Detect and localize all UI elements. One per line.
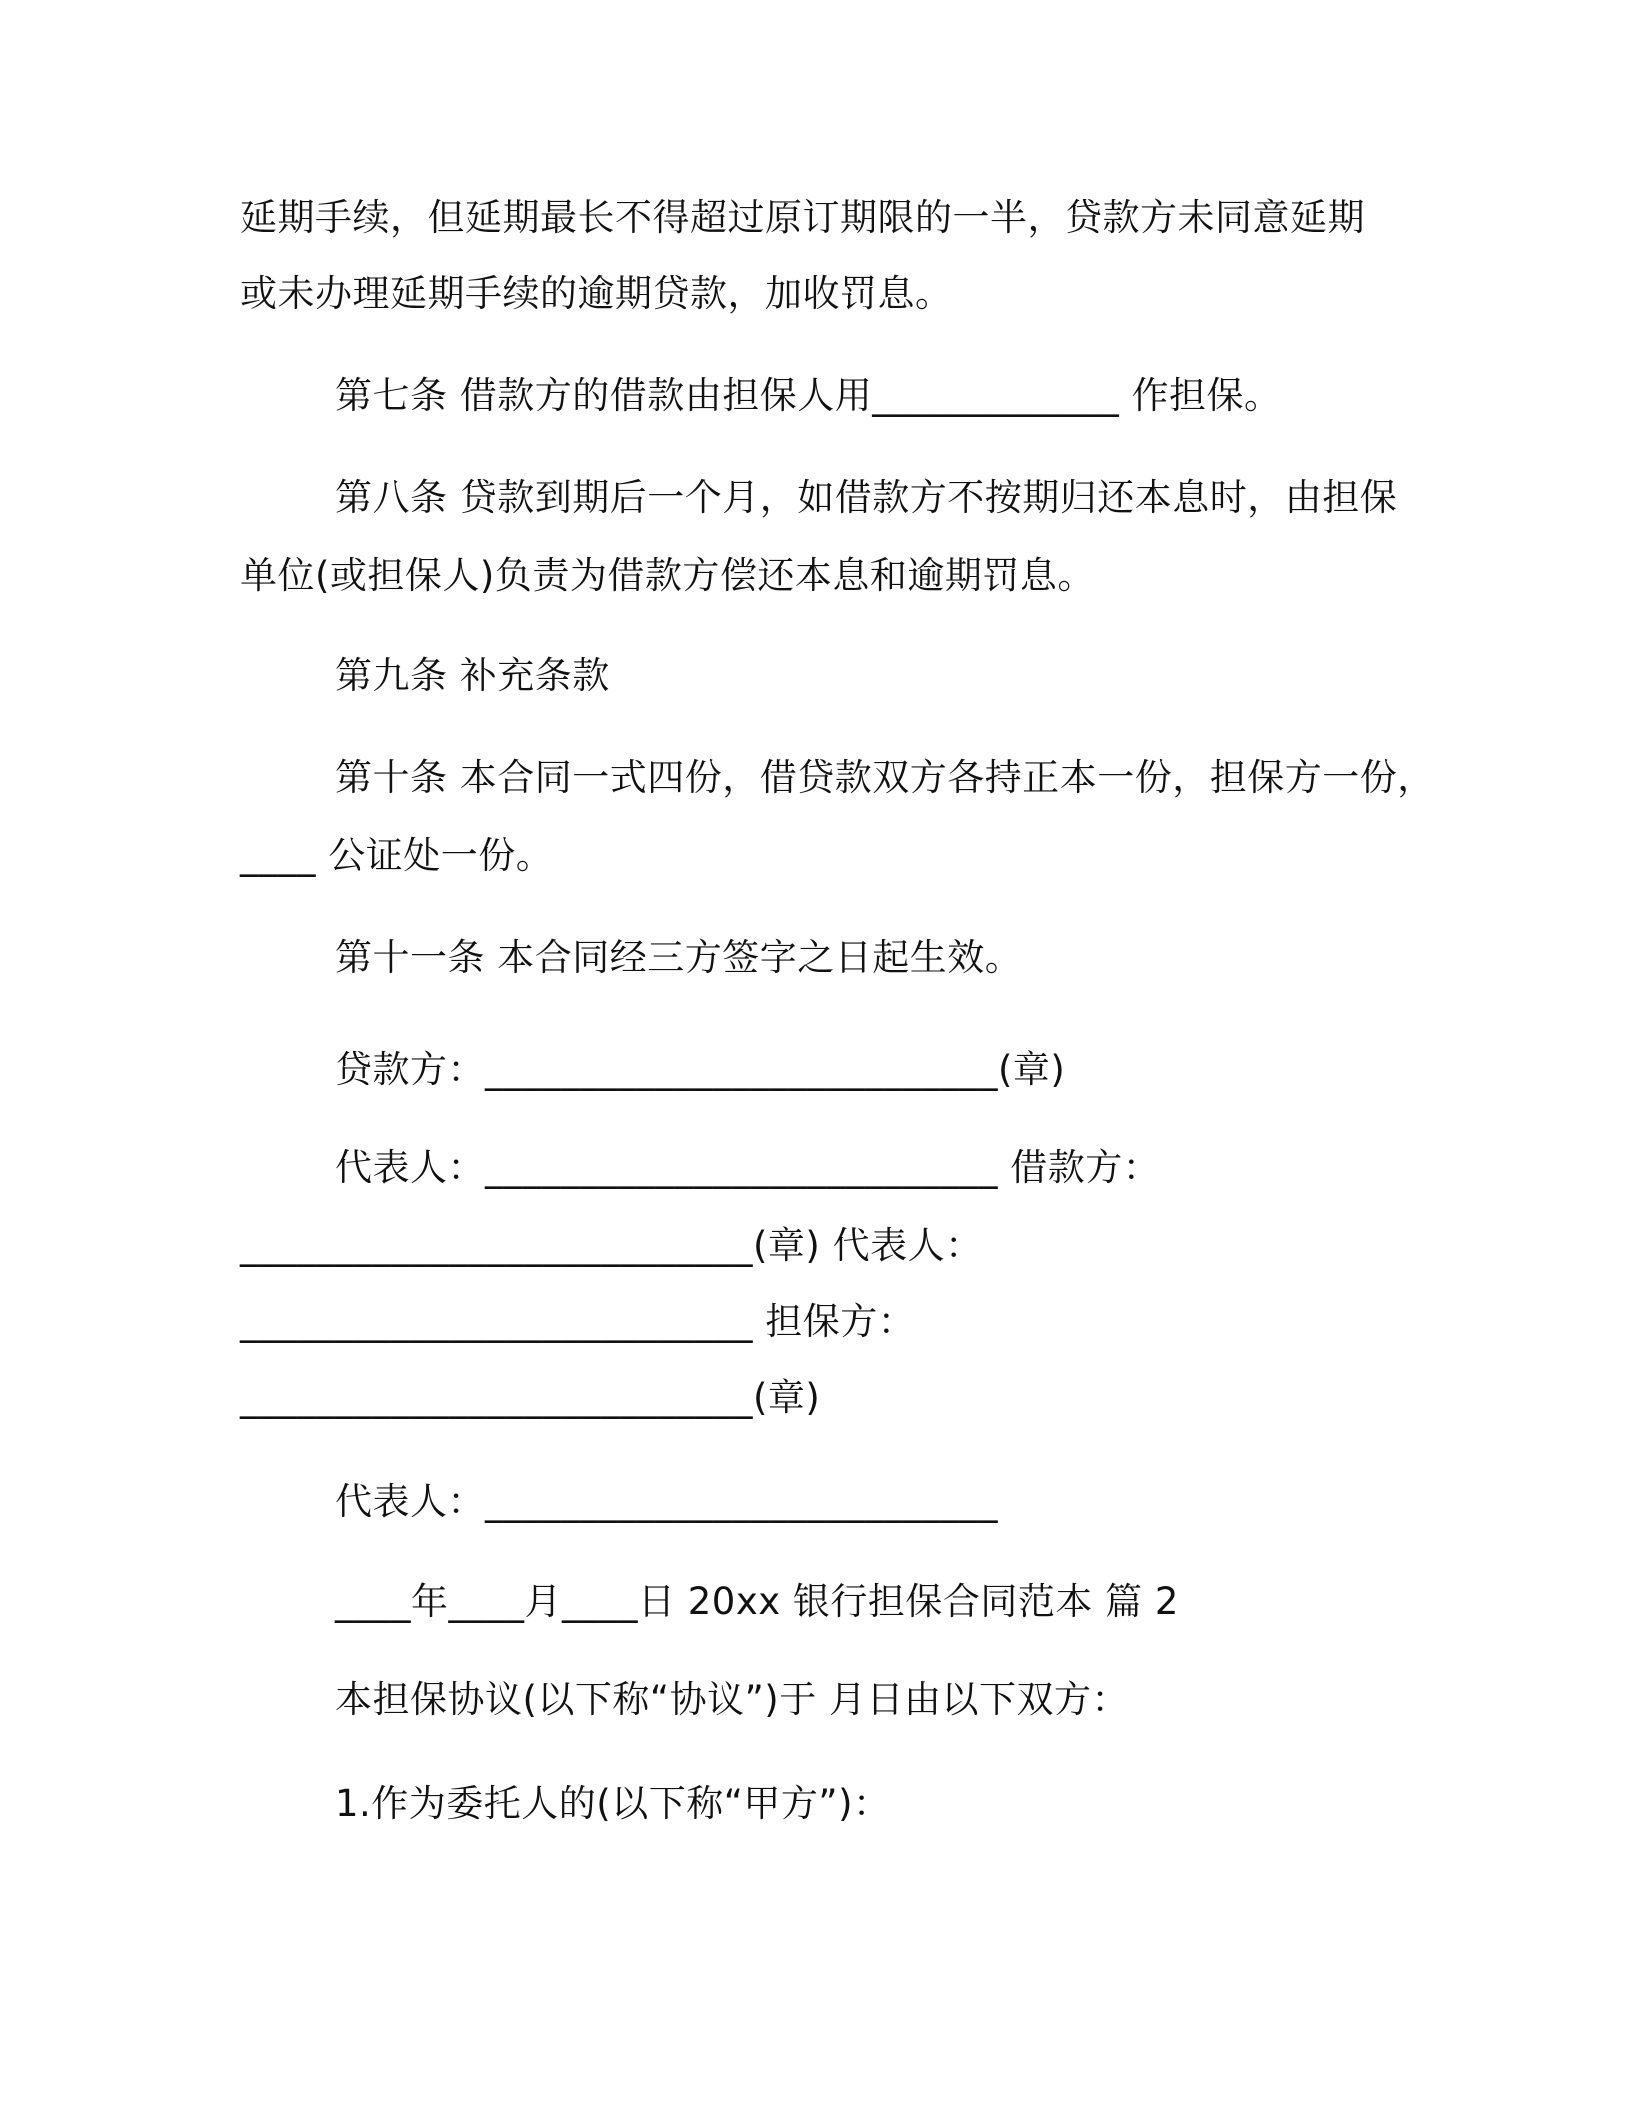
article-7-line: 第七条 借款方的借款由担保人用_____________ 作担保。: [335, 374, 1282, 417]
paragraph-line: 延期手续，但延期最长不得超过原订期限的一半，贷款方未同意延期: [240, 196, 1365, 239]
signature-line: ___________________________(章) 代表人：: [240, 1224, 983, 1267]
representative-signature-line: 代表人：___________________________: [335, 1480, 998, 1523]
signature-line: ___________________________(章): [240, 1376, 821, 1419]
article-8-line: 第八条 贷款到期后一个月，如借款方不按期归还本息时，由担保: [335, 476, 1398, 519]
article-9-line: 第九条 补充条款: [335, 654, 610, 697]
representative-signature-line: 代表人：___________________________ 借款方：: [335, 1146, 1161, 1189]
lender-signature-line: 贷款方：___________________________(章): [335, 1048, 1066, 1091]
agreement-intro-line: 本担保协议(以下称“协议”)于 月日由以下双方：: [335, 1678, 1129, 1721]
article-10-line: 第十条 本合同一式四份，借贷款双方各持正本一份，担保方一份，: [335, 756, 1435, 799]
date-and-heading-line: ____年____月____日 20xx 银行担保合同范本 篇 2: [335, 1580, 1179, 1623]
article-11-line: 第十一条 本合同经三方签字之日起生效。: [335, 936, 1023, 979]
paragraph-line: 或未办理延期手续的逾期贷款，加收罚息。: [240, 272, 953, 315]
signature-line: ___________________________ 担保方：: [240, 1300, 916, 1343]
paragraph-line: 单位(或担保人)负责为借款方偿还本息和逾期罚息。: [240, 554, 1095, 597]
party-a-line: 1.作为委托人的(以下称“甲方”)：: [335, 1782, 891, 1825]
paragraph-line: ____ 公证处一份。: [240, 834, 554, 877]
